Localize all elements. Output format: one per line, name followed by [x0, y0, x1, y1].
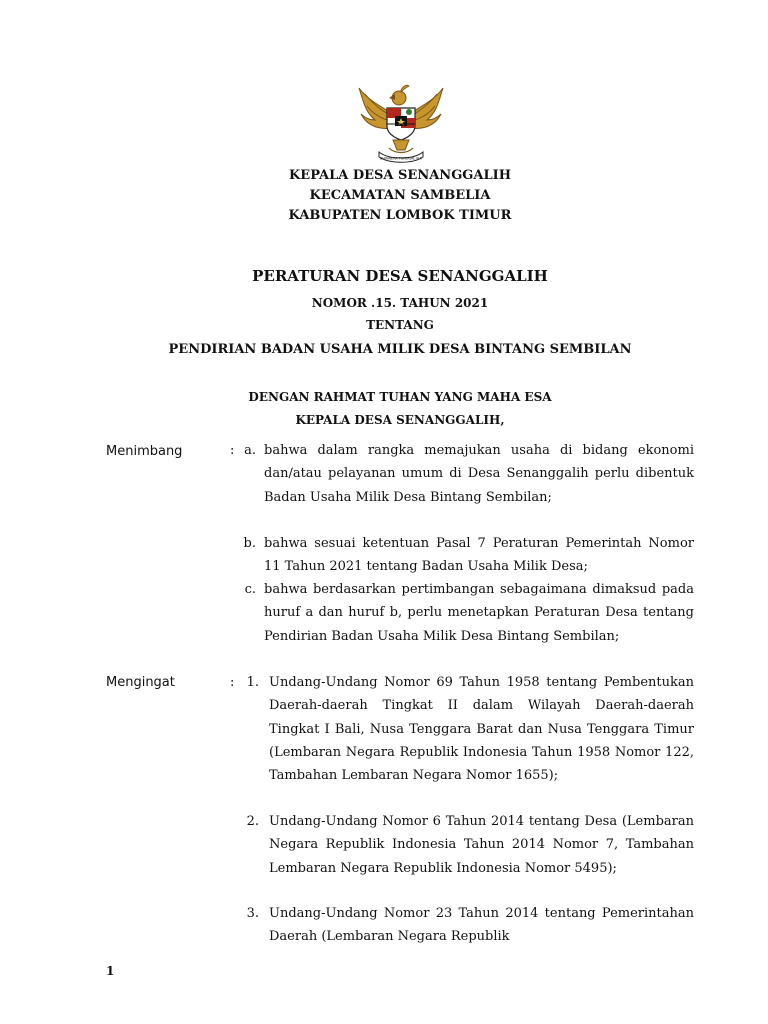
menimbang-label: Menimbang [106, 444, 183, 459]
regulation-title: PERATURAN DESA SENANGGALIH [252, 267, 548, 285]
mengingat-item-1: Undang-Undang Nomor 69 Tahun 1958 tentang Pembentukan Daerah-daerah Tingkat II dalam Wilayah Daerah-daerah Tingkat I Bali, Nusa Tenggara Barat dan Nusa Tenggara Timur (Lembaran Negara Republik Indonesia Tahun 1958 Nomor 122, Tambahan Lembaran Negara Nomor 1655); [269, 675, 694, 784]
mengingat-colon: : [230, 675, 235, 690]
menimbang-marker-c: c. [244, 582, 256, 597]
header-line-2: KECAMATAN SAMBELIA [309, 188, 491, 203]
menimbang-item-b: bahwa sesuai ketentuan Pasal 7 Peraturan Pemerintah Nomor 11 Tahun 2021 tentang Badan Usaha Milik Desa; [264, 536, 694, 575]
shield [387, 108, 415, 140]
menimbang-colon: : [230, 443, 235, 458]
mengingat-marker-1: 1. [246, 675, 259, 690]
regulation-about: TENTANG [366, 318, 434, 332]
mengingat-marker-3: 3. [246, 906, 259, 921]
regulation-number: NOMOR .15. TAHUN 2021 [311, 296, 489, 310]
preamble-line-1: DENGAN RAHMAT TUHAN YANG MAHA ESA [248, 390, 552, 404]
header-line-1: KEPALA DESA SENANGGALIH [288, 168, 511, 183]
header-line-3: KABUPATEN LOMBOK TIMUR [288, 208, 512, 223]
menimbang-marker-b: b. [243, 536, 256, 551]
mengingat-item-3: Undang-Undang Nomor 23 Tahun 2014 tentang Pemerintahan Daerah (Lembaran Negara Republik [269, 906, 694, 945]
menimbang-item-a: bahwa dalam rangka memajukan usaha di bidang ekonomi dan/atau pelayanan umum di Desa Senanggalih perlu dibentuk Badan Usaha Milik Desa Bintang Sembilan; [264, 443, 694, 505]
regulation-subject: PENDIRIAN BADAN USAHA MILIK DESA BINTANG SEMBILAN [168, 342, 632, 357]
preamble-line-2: KEPALA DESA SENANGGALIH, [295, 413, 505, 427]
mengingat-marker-2: 2. [246, 814, 259, 829]
garuda-emblem [355, 78, 447, 164]
svg-text:BHINNEKA TUNGGAL IKA: BHINNEKA TUNGGAL IKA [380, 156, 422, 161]
mengingat-item-2: Undang-Undang Nomor 6 Tahun 2014 tentang Desa (Lembaran Negara Republik Indonesia Tahun 2014 Nomor 7, Tambahan Lembaran Negara Republik Indonesia Nomor 5495); [269, 814, 694, 876]
menimbang-item-c: bahwa berdasarkan pertimbangan sebagaimana dimaksud pada huruf a dan huruf b, perlu menetapkan Peraturan Desa tentang Pendirian Badan Usaha Milik Desa Bintang Sembilan; [264, 582, 694, 644]
tail-and-feet [389, 140, 413, 153]
menimbang-marker-a: a. [244, 443, 256, 458]
mengingat-label: Mengingat [106, 675, 175, 690]
motto-ribbon [379, 152, 423, 162]
head [389, 85, 409, 105]
page-number: 1 [106, 964, 115, 978]
